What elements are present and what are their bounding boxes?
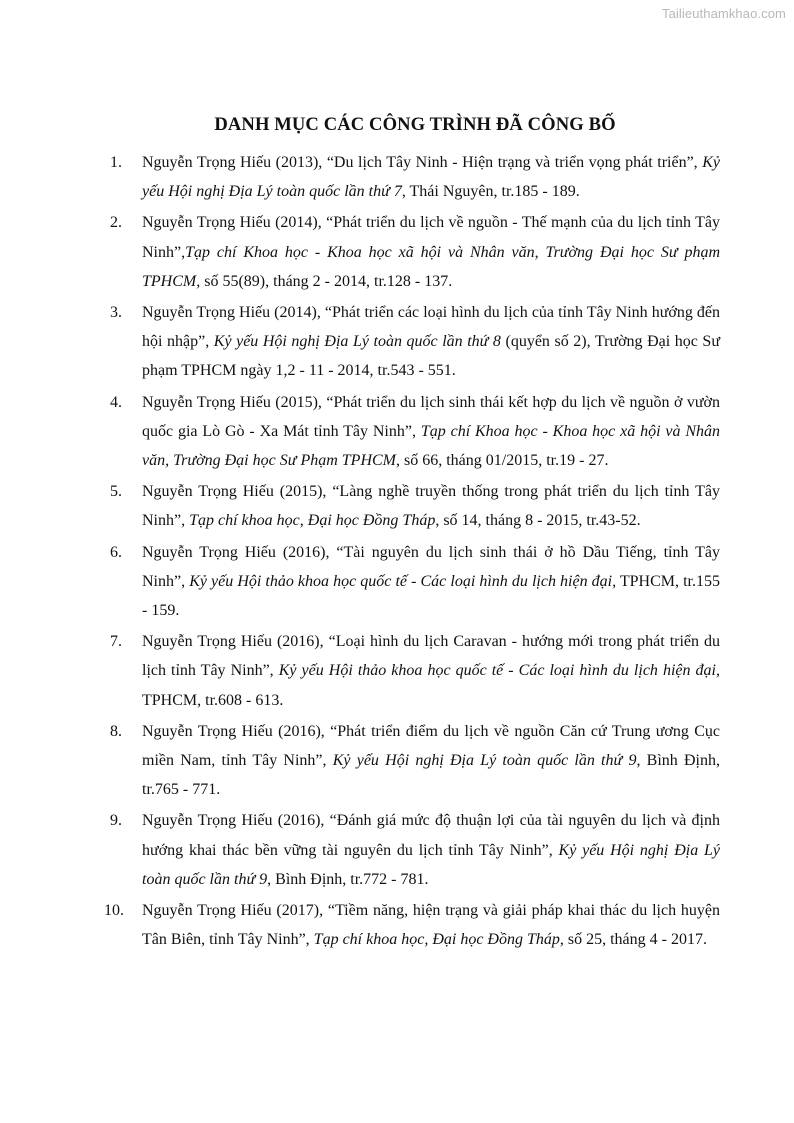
publication-source: Kỷ yếu Hội nghị Địa Lý toàn quốc lần thứ 8 — [213, 333, 501, 351]
publication-number: 8. — [110, 722, 122, 740]
publication-source: Trường Đại học Sư phạm TPHCM, — [142, 243, 720, 290]
publication-source: Kỷ yếu Hội nghị Địa Lý toàn quốc lần thứ 7 — [142, 154, 720, 201]
publication-text: TPHCM, tr.608 - 613. — [142, 691, 284, 709]
publication-number: 5. — [110, 483, 122, 501]
publication-text: (quyển số 2), Trường Đại học Sư phạm TPHCM ngày 1,2 - 11 - 2014, tr.543 - 551. — [142, 333, 720, 380]
publication-source: Tạp chí Khoa học - Khoa học xã hội và Nhân văn — [185, 243, 535, 261]
publication-number: 1. — [110, 154, 122, 171]
publication-text: Nguyễn Trọng Hiếu (2013), “Du lịch Tây Ninh - Hiện trạng và triển vọng phát triển”, — [142, 154, 703, 171]
publication-source: Kỷ yếu Hội thảo khoa học quốc tế - Các loại hình du lịch hiện đại, — [278, 662, 720, 680]
page-title: DANH MỤC CÁC CÔNG TRÌNH ĐÃ CÔNG BỐ — [214, 114, 616, 135]
publication-source: Tạp chí Khoa học - Khoa học xã hội và Nhân văn, Trường Đại học Sư Phạm TPHCM — [142, 422, 721, 470]
publication-item — [110, 298, 720, 386]
publication-item — [110, 806, 720, 894]
publication-source: Kỷ yếu Hội nghị Địa Lý toàn quốc lần thứ 9 — [142, 841, 720, 888]
publication-number: 3. — [110, 304, 122, 322]
publication-text: Nguyễn Trọng Hiếu (2016), “Đánh giá mức độ thuận lợi của tài nguyên du lịch và định hướng khai thác bền vững tài nguyên du lịch tỉnh Tây Ninh”, — [142, 812, 720, 859]
publication-text: , Bình Định, tr.765 - 771. — [142, 752, 720, 799]
publication-text: Nguyễn Trọng Hiếu (2016), “Loại hình du lịch Caravan - hướng mới trong phát triển du lịch tỉnh Tây Ninh”, — [142, 633, 720, 680]
publication-text: Nguyễn Trọng Hiếu (2014), “Phát triển các loại hình du lịch của tỉnh Tây Ninh hướng đến hội nhập”, — [142, 304, 720, 351]
publication-source: Kỷ yếu Hội thảo khoa học quốc tế - Các loại hình du lịch hiện đại, — [189, 572, 617, 590]
publication-number: 4. — [110, 393, 122, 411]
publication-number: 10. — [104, 902, 124, 920]
publication-item — [110, 717, 720, 805]
publication-item — [110, 208, 720, 296]
publication-text: , số 66, tháng 01/2015, tr.19 - 27. — [396, 452, 609, 470]
publication-text: , số 25, tháng 4 - 2017. — [559, 931, 707, 949]
publication-text: , Bình Định, tr.772 - 781. — [267, 870, 429, 888]
publication-source: Tạp chí khoa học, Đại học Đồng Tháp — [189, 512, 436, 530]
publication-text: số 55(89), tháng 2 - 2014, tr.128 - 137. — [200, 272, 453, 290]
publication-item — [110, 538, 720, 626]
publication-number: 7. — [110, 633, 122, 651]
publication-number: 2. — [110, 214, 122, 232]
publication-item — [110, 477, 720, 535]
publication-list — [104, 148, 721, 954]
publication-number: 6. — [110, 543, 122, 561]
publication-item — [110, 627, 720, 715]
publication-item — [104, 896, 720, 954]
publication-text: Nguyễn Trọng Hiếu (2017), “Tiềm năng, hiện trạng và giải pháp khai thác du lịch huyện Tân Biên, tỉnh Tây Ninh”, — [142, 902, 720, 949]
publication-text: TPHCM, tr.155 - 159. — [142, 572, 720, 620]
publication-text: Nguyễn Trọng Hiếu (2016), “Tài nguyên du lịch sinh thái ở hồ Dầu Tiếng, tỉnh Tây Ninh”, — [142, 543, 720, 590]
publication-text: Nguyễn Trọng Hiếu (2015), “Làng nghề truyền thống trong phát triển du lịch tỉnh Tây Ninh”, — [142, 483, 720, 530]
publication-text: Nguyễn Trọng Hiếu (2016), “Phát triển điểm du lịch về nguồn Căn cứ Trung ương Cục miền Nam, tỉnh Tây Ninh”, — [142, 722, 720, 770]
publication-text: Nguyễn Trọng Hiếu (2014), “Phát triển du lịch về nguồn - Thế mạnh của du lịch tỉnh Tây Ninh”, — [142, 214, 720, 261]
watermark: Tailieuthamkhao.com — [661, 6, 786, 21]
publication-item — [110, 388, 720, 476]
document-page — [104, 114, 721, 956]
publication-text: , Thái Nguyên, tr.185 - 189. — [401, 183, 580, 201]
publication-source: Kỷ yếu Hội nghị Địa Lý toàn quốc lần thứ 9 — [332, 752, 637, 770]
publication-number: 9. — [110, 812, 122, 830]
publication-text: Nguyễn Trọng Hiếu (2015), “Phát triển du lịch sinh thái kết hợp du lịch về nguồn ở vườn quốc gia Lò Gò - Xa Mát tỉnh Tây Ninh”, — [142, 393, 720, 440]
publication-text: , số 14, tháng 8 - 2015, tr.43-52. — [435, 512, 641, 530]
publication-text: , — [534, 243, 546, 261]
publication-source: Tạp chí khoa học, Đại học Đồng Tháp — [313, 931, 560, 949]
publication-item — [110, 148, 720, 206]
